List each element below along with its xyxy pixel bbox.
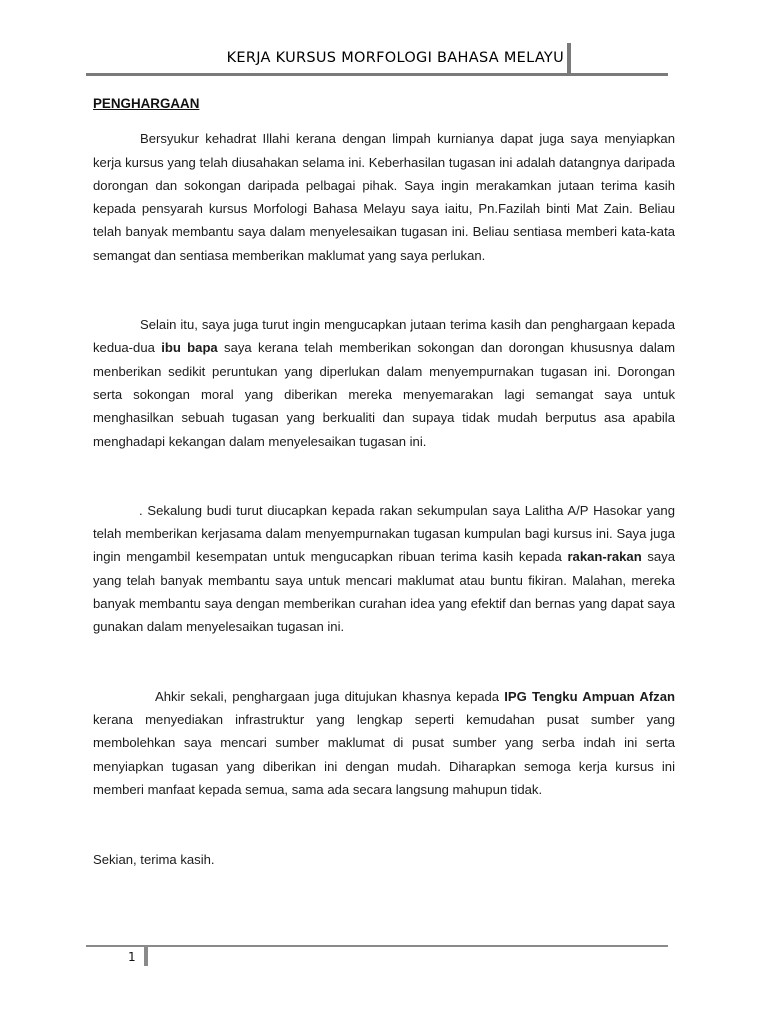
section-heading: PENGHARGAAN (93, 96, 200, 111)
closing-line: Sekian, terima kasih. (93, 852, 215, 868)
footer-rule (86, 945, 668, 947)
header-vertical-bar (567, 43, 571, 74)
paragraph-3 (93, 499, 675, 639)
paragraph-4-text-b: kerana menyediakan infrastruktur yang lengkap seperti kemudahan pusat sumber yang membolehkan saya mencari sumber maklumat di pusat sumber yang serba indah ini serta menyiapkan tugasan yang diberikan ini dengan mudah. Diharapkan semoga kerja kursus ini memberi manfaat kepada semua, sama ada secara langsung mahupun tidak. (93, 711, 675, 797)
paragraph-2-bold: ibu bapa (161, 340, 218, 356)
paragraph-3-text-b: saya yang telah banyak membantu saya untuk mencari maklumat atau buntu fikiran. Malahan, mereka banyak membantu saya dengan memberikan curahan idea yang efektif dan bernas yang dapat saya gunakan dalam menyelesaikan tugasan ini. (93, 549, 676, 635)
paragraph-4-bold: IPG Tengku Ampuan Afzan (504, 688, 675, 704)
paragraph-4-text-a: Ahkir sekali, penghargaan juga ditujukan khasnya kepada (155, 688, 505, 704)
document-body (93, 92, 675, 871)
page-number: 1 (128, 950, 136, 964)
header-rule (86, 73, 668, 76)
paragraph-1: Bersyukur kehadrat Illahi kerana dengan limpah kurnianya dapat juga saya menyiapkan kerja kursus yang telah diusahakan selama ini. Keberhasilan tugasan ini adalah datangnya daripada dorongan dan sokongan daripada pelbagai pihak. Saya ingin merakamkan jutaan terima kasih kepada pensyarah kursus Morfologi Bahasa Melayu saya iaitu, Pn.Fazilah binti Mat Zain. Beliau telah banyak membantu saya dalam menyelesaikan tugasan ini. Beliau sentiasa memberi kata-kata semangat dan sentiasa memberikan maklumat yang saya perlukan. (93, 131, 675, 263)
paragraph-2 (93, 313, 675, 453)
footer-vertical-bar (144, 947, 148, 966)
paragraph-2-text-a: Selain itu, saya juga turut ingin mengucapkan jutaan terima kasih dan penghargaan kepada kedua-dua (93, 317, 675, 356)
paragraph-2-text-b: saya kerana telah memberikan sokongan dan dorongan khususnya dalam menberikan sedikit peruntukan yang diperlukan dalam menyempurnakan tugasan ini. Dorongan serta sokongan moral yang diberikan mereka menyemarakan lagi semangat saya untuk menghasilkan sebuah tugasan yang berkualiti dan supaya tidak mudah berputus asa apabila menghadapi kekangan dalam menyelesaikan tugasan ini. (93, 340, 675, 449)
document-header-title: KERJA KURSUS MORFOLOGI BAHASA MELAYU (226, 50, 564, 66)
paragraph-3-bold: rakan-rakan (567, 549, 642, 565)
paragraph-4 (93, 685, 675, 801)
paragraph-3-text-a: . Sekalung budi turut diucapkan kepada rakan sekumpulan saya Lalitha A/P Hasokar yang telah memberikan kerjasama dalam menyempurnakan tugasan kumpulan bagi kursus ini. Saya juga ingin mengambil kesempatan untuk mengucapkan ribuan terima kasih kepada (93, 502, 675, 565)
